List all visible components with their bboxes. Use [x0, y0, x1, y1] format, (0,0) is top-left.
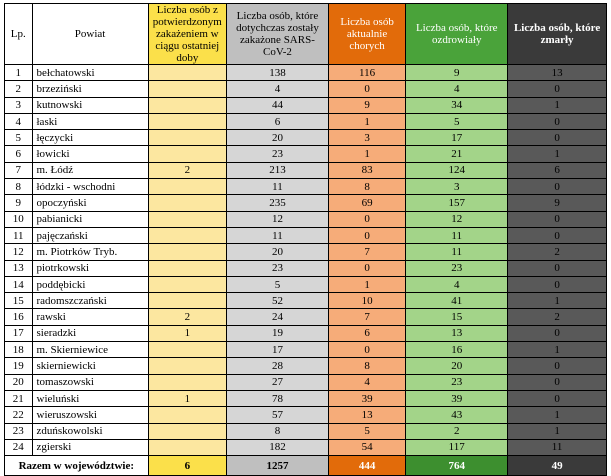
cell-recovered: 16: [406, 342, 508, 358]
cell-total-infected: 52: [227, 293, 329, 309]
total-currently-ill: 444: [328, 456, 405, 476]
cell-deceased: 0: [508, 211, 607, 227]
cell-powiat: m. Skierniewice: [32, 342, 148, 358]
header-confirmed-last-day: Liczba osób z potwierdzonym zakażeniem w ciągu ostatniej doby: [148, 4, 226, 65]
cell-recovered: 4: [406, 81, 508, 97]
header-currently-ill: Liczba osób aktualnie chorych: [328, 4, 405, 65]
cell-recovered: 3: [406, 179, 508, 195]
cell-total-infected: 23: [227, 260, 329, 276]
cell-lp: 3: [5, 97, 33, 113]
cell-recovered: 41: [406, 293, 508, 309]
total-recovered: 764: [406, 456, 508, 476]
cell-lp: 11: [5, 227, 33, 243]
cell-confirmed-last-day: [148, 423, 226, 439]
table-row: [5, 407, 607, 423]
table-body: [5, 65, 607, 456]
cell-powiat: zduńskowolski: [32, 423, 148, 439]
cell-powiat: łódzki - wschodni: [32, 179, 148, 195]
cell-currently-ill: 54: [328, 439, 405, 455]
cell-total-infected: 213: [227, 162, 329, 178]
cell-recovered: 2: [406, 423, 508, 439]
cell-deceased: 1: [508, 342, 607, 358]
cell-powiat: łaski: [32, 113, 148, 129]
cell-recovered: 5: [406, 113, 508, 129]
total-label: Razem w województwie:: [5, 456, 149, 476]
cell-currently-ill: 39: [328, 390, 405, 406]
cell-lp: 15: [5, 293, 33, 309]
cell-lp: 21: [5, 390, 33, 406]
cell-lp: 8: [5, 179, 33, 195]
cell-confirmed-last-day: [148, 293, 226, 309]
table-row: [5, 358, 607, 374]
cell-deceased: 0: [508, 81, 607, 97]
cell-confirmed-last-day: 2: [148, 162, 226, 178]
cell-recovered: 39: [406, 390, 508, 406]
table-row: [5, 276, 607, 292]
cell-lp: 20: [5, 374, 33, 390]
cell-currently-ill: 0: [328, 211, 405, 227]
statistics-table-container: [4, 3, 607, 472]
table-row: [5, 179, 607, 195]
cell-deceased: 0: [508, 260, 607, 276]
cell-powiat: pabianicki: [32, 211, 148, 227]
cell-total-infected: 4: [227, 81, 329, 97]
cell-total-infected: 235: [227, 195, 329, 211]
cell-confirmed-last-day: [148, 146, 226, 162]
table-row: [5, 423, 607, 439]
cell-powiat: łęczycki: [32, 130, 148, 146]
table-header: [5, 4, 607, 65]
cell-recovered: 12: [406, 211, 508, 227]
cell-recovered: 124: [406, 162, 508, 178]
cell-recovered: 11: [406, 244, 508, 260]
cell-powiat: poddębicki: [32, 276, 148, 292]
cell-confirmed-last-day: 1: [148, 390, 226, 406]
cell-total-infected: 5: [227, 276, 329, 292]
cell-deceased: 0: [508, 227, 607, 243]
cell-deceased: 0: [508, 374, 607, 390]
cell-recovered: 11: [406, 227, 508, 243]
table-row: [5, 309, 607, 325]
cell-confirmed-last-day: [148, 260, 226, 276]
cell-total-infected: 27: [227, 374, 329, 390]
table-row: [5, 260, 607, 276]
cell-currently-ill: 8: [328, 179, 405, 195]
cell-confirmed-last-day: [148, 65, 226, 81]
cell-deceased: 0: [508, 113, 607, 129]
cell-lp: 2: [5, 81, 33, 97]
total-deceased: 49: [508, 456, 607, 476]
cell-powiat: opoczyński: [32, 195, 148, 211]
cell-powiat: rawski: [32, 309, 148, 325]
cell-currently-ill: 1: [328, 113, 405, 129]
cell-deceased: 1: [508, 407, 607, 423]
cell-recovered: 21: [406, 146, 508, 162]
table-row: [5, 342, 607, 358]
cell-confirmed-last-day: [148, 113, 226, 129]
header-lp: Lp.: [5, 4, 33, 65]
cell-confirmed-last-day: [148, 211, 226, 227]
cell-powiat: wieluński: [32, 390, 148, 406]
cell-total-infected: 20: [227, 244, 329, 260]
cell-confirmed-last-day: [148, 97, 226, 113]
cell-lp: 24: [5, 439, 33, 455]
cell-recovered: 9: [406, 65, 508, 81]
cell-lp: 14: [5, 276, 33, 292]
cell-currently-ill: 7: [328, 309, 405, 325]
cell-confirmed-last-day: [148, 374, 226, 390]
cell-lp: 5: [5, 130, 33, 146]
cell-recovered: 23: [406, 374, 508, 390]
cell-currently-ill: 9: [328, 97, 405, 113]
cell-lp: 1: [5, 65, 33, 81]
cell-total-infected: 28: [227, 358, 329, 374]
cell-deceased: 1: [508, 423, 607, 439]
cell-powiat: m. Piotrków Tryb.: [32, 244, 148, 260]
cell-total-infected: 20: [227, 130, 329, 146]
table-row: [5, 325, 607, 341]
cell-currently-ill: 10: [328, 293, 405, 309]
table-row: [5, 195, 607, 211]
cell-confirmed-last-day: [148, 227, 226, 243]
cell-powiat: skierniewicki: [32, 358, 148, 374]
cell-lp: 13: [5, 260, 33, 276]
cell-confirmed-last-day: [148, 342, 226, 358]
cell-deceased: 2: [508, 244, 607, 260]
table-row: [5, 374, 607, 390]
cell-confirmed-last-day: [148, 276, 226, 292]
cell-currently-ill: 69: [328, 195, 405, 211]
cell-deceased: 11: [508, 439, 607, 455]
table-row: [5, 81, 607, 97]
cell-deceased: 13: [508, 65, 607, 81]
cell-recovered: 20: [406, 358, 508, 374]
cell-total-infected: 17: [227, 342, 329, 358]
cell-confirmed-last-day: [148, 81, 226, 97]
cell-lp: 12: [5, 244, 33, 260]
cell-currently-ill: 7: [328, 244, 405, 260]
cell-deceased: 1: [508, 293, 607, 309]
cell-currently-ill: 6: [328, 325, 405, 341]
cell-deceased: 9: [508, 195, 607, 211]
cell-currently-ill: 8: [328, 358, 405, 374]
cell-lp: 9: [5, 195, 33, 211]
cell-total-infected: 182: [227, 439, 329, 455]
cell-confirmed-last-day: [148, 195, 226, 211]
cell-deceased: 0: [508, 276, 607, 292]
cell-powiat: bełchatowski: [32, 65, 148, 81]
table-row: [5, 439, 607, 455]
header-row: [5, 4, 607, 65]
cell-powiat: pajęczański: [32, 227, 148, 243]
cell-lp: 7: [5, 162, 33, 178]
cell-total-infected: 57: [227, 407, 329, 423]
cell-recovered: 34: [406, 97, 508, 113]
cell-currently-ill: 0: [328, 81, 405, 97]
table-row: [5, 390, 607, 406]
table-row: [5, 244, 607, 260]
cell-deceased: 1: [508, 146, 607, 162]
cell-total-infected: 44: [227, 97, 329, 113]
header-total-infected: Liczba osób, które dotychczas zostały zakażone SARS-CoV-2: [227, 4, 329, 65]
cell-total-infected: 12: [227, 211, 329, 227]
cell-confirmed-last-day: [148, 439, 226, 455]
table-row: [5, 227, 607, 243]
cell-deceased: 0: [508, 179, 607, 195]
cell-lp: 10: [5, 211, 33, 227]
cell-currently-ill: 116: [328, 65, 405, 81]
covid-statistics-table: [4, 3, 607, 476]
cell-recovered: 157: [406, 195, 508, 211]
table-row: [5, 65, 607, 81]
cell-powiat: tomaszowski: [32, 374, 148, 390]
cell-lp: 22: [5, 407, 33, 423]
cell-confirmed-last-day: 2: [148, 309, 226, 325]
cell-currently-ill: 1: [328, 146, 405, 162]
cell-recovered: 117: [406, 439, 508, 455]
cell-powiat: wieruszowski: [32, 407, 148, 423]
cell-confirmed-last-day: [148, 358, 226, 374]
cell-recovered: 4: [406, 276, 508, 292]
cell-total-infected: 6: [227, 113, 329, 129]
table-row: [5, 113, 607, 129]
header-deceased: Liczba osób, które zmarły: [508, 4, 607, 65]
cell-powiat: radomszczański: [32, 293, 148, 309]
cell-lp: 16: [5, 309, 33, 325]
cell-deceased: 1: [508, 97, 607, 113]
cell-confirmed-last-day: [148, 244, 226, 260]
cell-powiat: brzeziński: [32, 81, 148, 97]
cell-powiat: m. Łódź: [32, 162, 148, 178]
cell-lp: 23: [5, 423, 33, 439]
cell-total-infected: 24: [227, 309, 329, 325]
cell-confirmed-last-day: [148, 407, 226, 423]
cell-currently-ill: 5: [328, 423, 405, 439]
cell-powiat: łowicki: [32, 146, 148, 162]
total-infected: 1257: [227, 456, 329, 476]
cell-confirmed-last-day: 1: [148, 325, 226, 341]
cell-currently-ill: 1: [328, 276, 405, 292]
header-powiat: Powiat: [32, 4, 148, 65]
cell-powiat: piotrkowski: [32, 260, 148, 276]
table-row: [5, 130, 607, 146]
cell-recovered: 13: [406, 325, 508, 341]
cell-lp: 6: [5, 146, 33, 162]
cell-confirmed-last-day: [148, 179, 226, 195]
cell-recovered: 17: [406, 130, 508, 146]
cell-total-infected: 11: [227, 179, 329, 195]
cell-powiat: kutnowski: [32, 97, 148, 113]
cell-currently-ill: 83: [328, 162, 405, 178]
table-footer: [5, 456, 607, 476]
cell-total-infected: 8: [227, 423, 329, 439]
cell-deceased: 6: [508, 162, 607, 178]
cell-deceased: 2: [508, 309, 607, 325]
cell-currently-ill: 0: [328, 227, 405, 243]
cell-total-infected: 11: [227, 227, 329, 243]
cell-lp: 17: [5, 325, 33, 341]
table-row: [5, 211, 607, 227]
cell-deceased: 0: [508, 325, 607, 341]
table-row: [5, 146, 607, 162]
cell-total-infected: 138: [227, 65, 329, 81]
cell-recovered: 43: [406, 407, 508, 423]
cell-recovered: 23: [406, 260, 508, 276]
cell-total-infected: 19: [227, 325, 329, 341]
total-confirmed-last-day: 6: [148, 456, 226, 476]
cell-currently-ill: 0: [328, 260, 405, 276]
table-row: [5, 162, 607, 178]
cell-currently-ill: 4: [328, 374, 405, 390]
cell-lp: 18: [5, 342, 33, 358]
cell-lp: 4: [5, 113, 33, 129]
cell-total-infected: 78: [227, 390, 329, 406]
cell-currently-ill: 0: [328, 342, 405, 358]
cell-recovered: 15: [406, 309, 508, 325]
cell-currently-ill: 3: [328, 130, 405, 146]
cell-lp: 19: [5, 358, 33, 374]
cell-total-infected: 23: [227, 146, 329, 162]
header-recovered: Liczba osób, które ozdrowiały: [406, 4, 508, 65]
cell-currently-ill: 13: [328, 407, 405, 423]
table-row: [5, 97, 607, 113]
cell-powiat: zgierski: [32, 439, 148, 455]
table-row: [5, 293, 607, 309]
total-row: [5, 456, 607, 476]
cell-deceased: 0: [508, 130, 607, 146]
cell-powiat: sieradzki: [32, 325, 148, 341]
cell-deceased: 0: [508, 358, 607, 374]
cell-deceased: 0: [508, 390, 607, 406]
cell-confirmed-last-day: [148, 130, 226, 146]
